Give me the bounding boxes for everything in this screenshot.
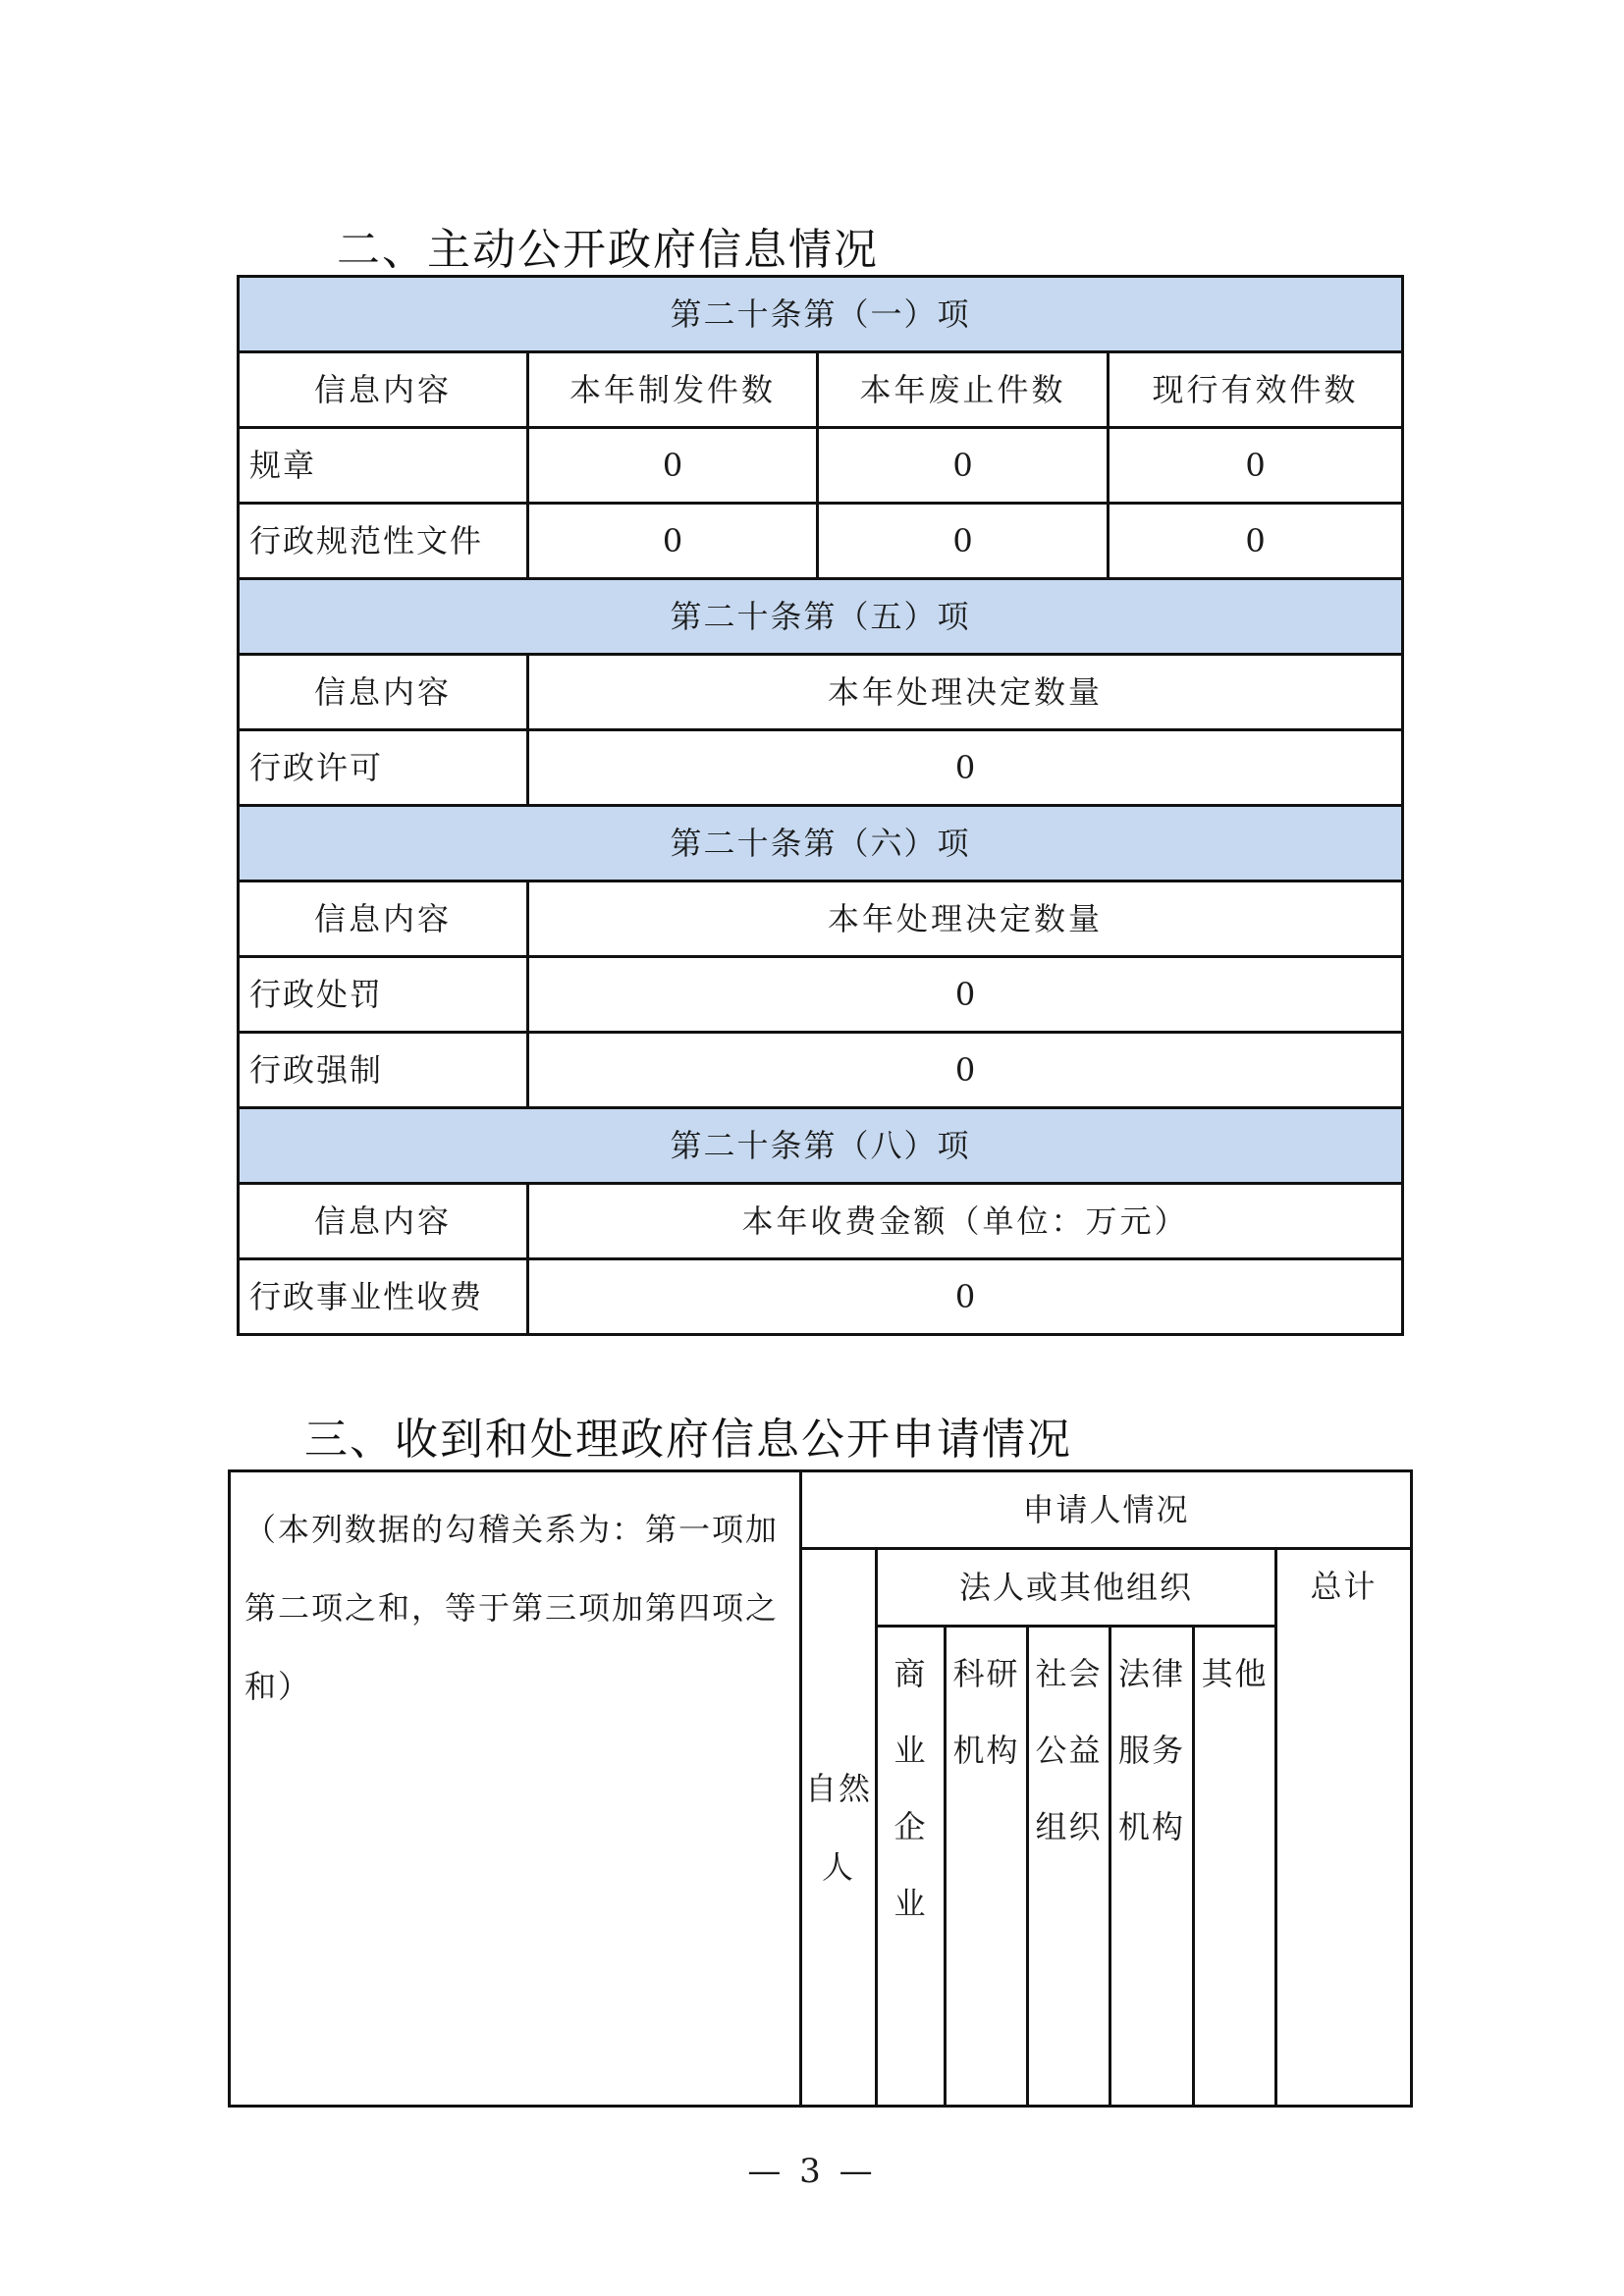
cell-value: 0 xyxy=(528,504,818,579)
section-title: 第二十条第（五）项 xyxy=(239,579,1403,655)
table-row xyxy=(239,352,1403,428)
applicant-header: 申请人情况 xyxy=(801,1471,1412,1549)
table-row xyxy=(239,1184,1403,1259)
note-cell: （本列数据的勾稽关系为：第一项加第二项之和，等于第三项加第四项之和） xyxy=(230,1471,801,2107)
row-label: 行政强制 xyxy=(239,1033,528,1108)
org-type-header: 法律服务机构 xyxy=(1110,1627,1194,2107)
section-3-heading: 三、收到和处理政府信息公开申请情况 xyxy=(304,1415,1072,1465)
table-row xyxy=(239,277,1403,352)
row-label: 规章 xyxy=(239,428,528,504)
row-label: 行政规范性文件 xyxy=(239,504,528,579)
cell-value: 0 xyxy=(1109,428,1403,504)
org-type-header: 社会公益组织 xyxy=(1028,1627,1110,2107)
cell-value: 0 xyxy=(528,730,1403,806)
section-title: 第二十条第（六）项 xyxy=(239,806,1403,881)
table-row xyxy=(239,1108,1403,1184)
table-row xyxy=(239,881,1403,957)
row-label: 行政处罚 xyxy=(239,957,528,1033)
table-row xyxy=(239,504,1403,579)
proactive-disclosure-table xyxy=(237,275,1404,1336)
section-title: 第二十条第（八）项 xyxy=(239,1108,1403,1184)
cell-value: 0 xyxy=(1109,504,1403,579)
section-title: 第二十条第（一）项 xyxy=(239,277,1403,352)
table-row xyxy=(239,730,1403,806)
table-row xyxy=(239,1259,1403,1335)
column-header: 本年收费金额（单位：万元） xyxy=(528,1184,1403,1259)
cell-value: 0 xyxy=(528,428,818,504)
org-type-header: 其他 xyxy=(1194,1627,1276,2107)
application-table xyxy=(228,1469,1413,2108)
column-header: 信息内容 xyxy=(239,352,528,428)
column-header: 信息内容 xyxy=(239,881,528,957)
total-header: 总计 xyxy=(1276,1549,1412,2107)
table-row xyxy=(230,1471,1412,1549)
column-header: 信息内容 xyxy=(239,1184,528,1259)
cell-value: 0 xyxy=(818,428,1109,504)
legal-entity-header: 法人或其他组织 xyxy=(877,1549,1276,1627)
cell-value: 0 xyxy=(528,957,1403,1033)
column-header: 本年制发件数 xyxy=(528,352,818,428)
column-header: 本年处理决定数量 xyxy=(528,881,1403,957)
cell-value: 0 xyxy=(528,1033,1403,1108)
column-header: 信息内容 xyxy=(239,655,528,730)
column-header: 本年废止件数 xyxy=(818,352,1109,428)
section-2-heading: 二、主动公开政府信息情况 xyxy=(337,225,879,275)
table-row xyxy=(239,428,1403,504)
cell-value: 0 xyxy=(818,504,1109,579)
cell-value: 0 xyxy=(528,1259,1403,1335)
table-row xyxy=(239,806,1403,881)
table-row xyxy=(239,1033,1403,1108)
row-label: 行政许可 xyxy=(239,730,528,806)
natural-person-header: 自然人 xyxy=(801,1549,877,2107)
table-row xyxy=(239,957,1403,1033)
column-header: 现行有效件数 xyxy=(1109,352,1403,428)
row-label: 行政事业性收费 xyxy=(239,1259,528,1335)
column-header: 本年处理决定数量 xyxy=(528,655,1403,730)
org-type-header: 科研机构 xyxy=(946,1627,1028,2107)
table-row xyxy=(239,655,1403,730)
page-number: — 3 — xyxy=(747,2152,877,2191)
org-type-header: 商业企业 xyxy=(877,1627,946,2107)
table-row xyxy=(239,579,1403,655)
